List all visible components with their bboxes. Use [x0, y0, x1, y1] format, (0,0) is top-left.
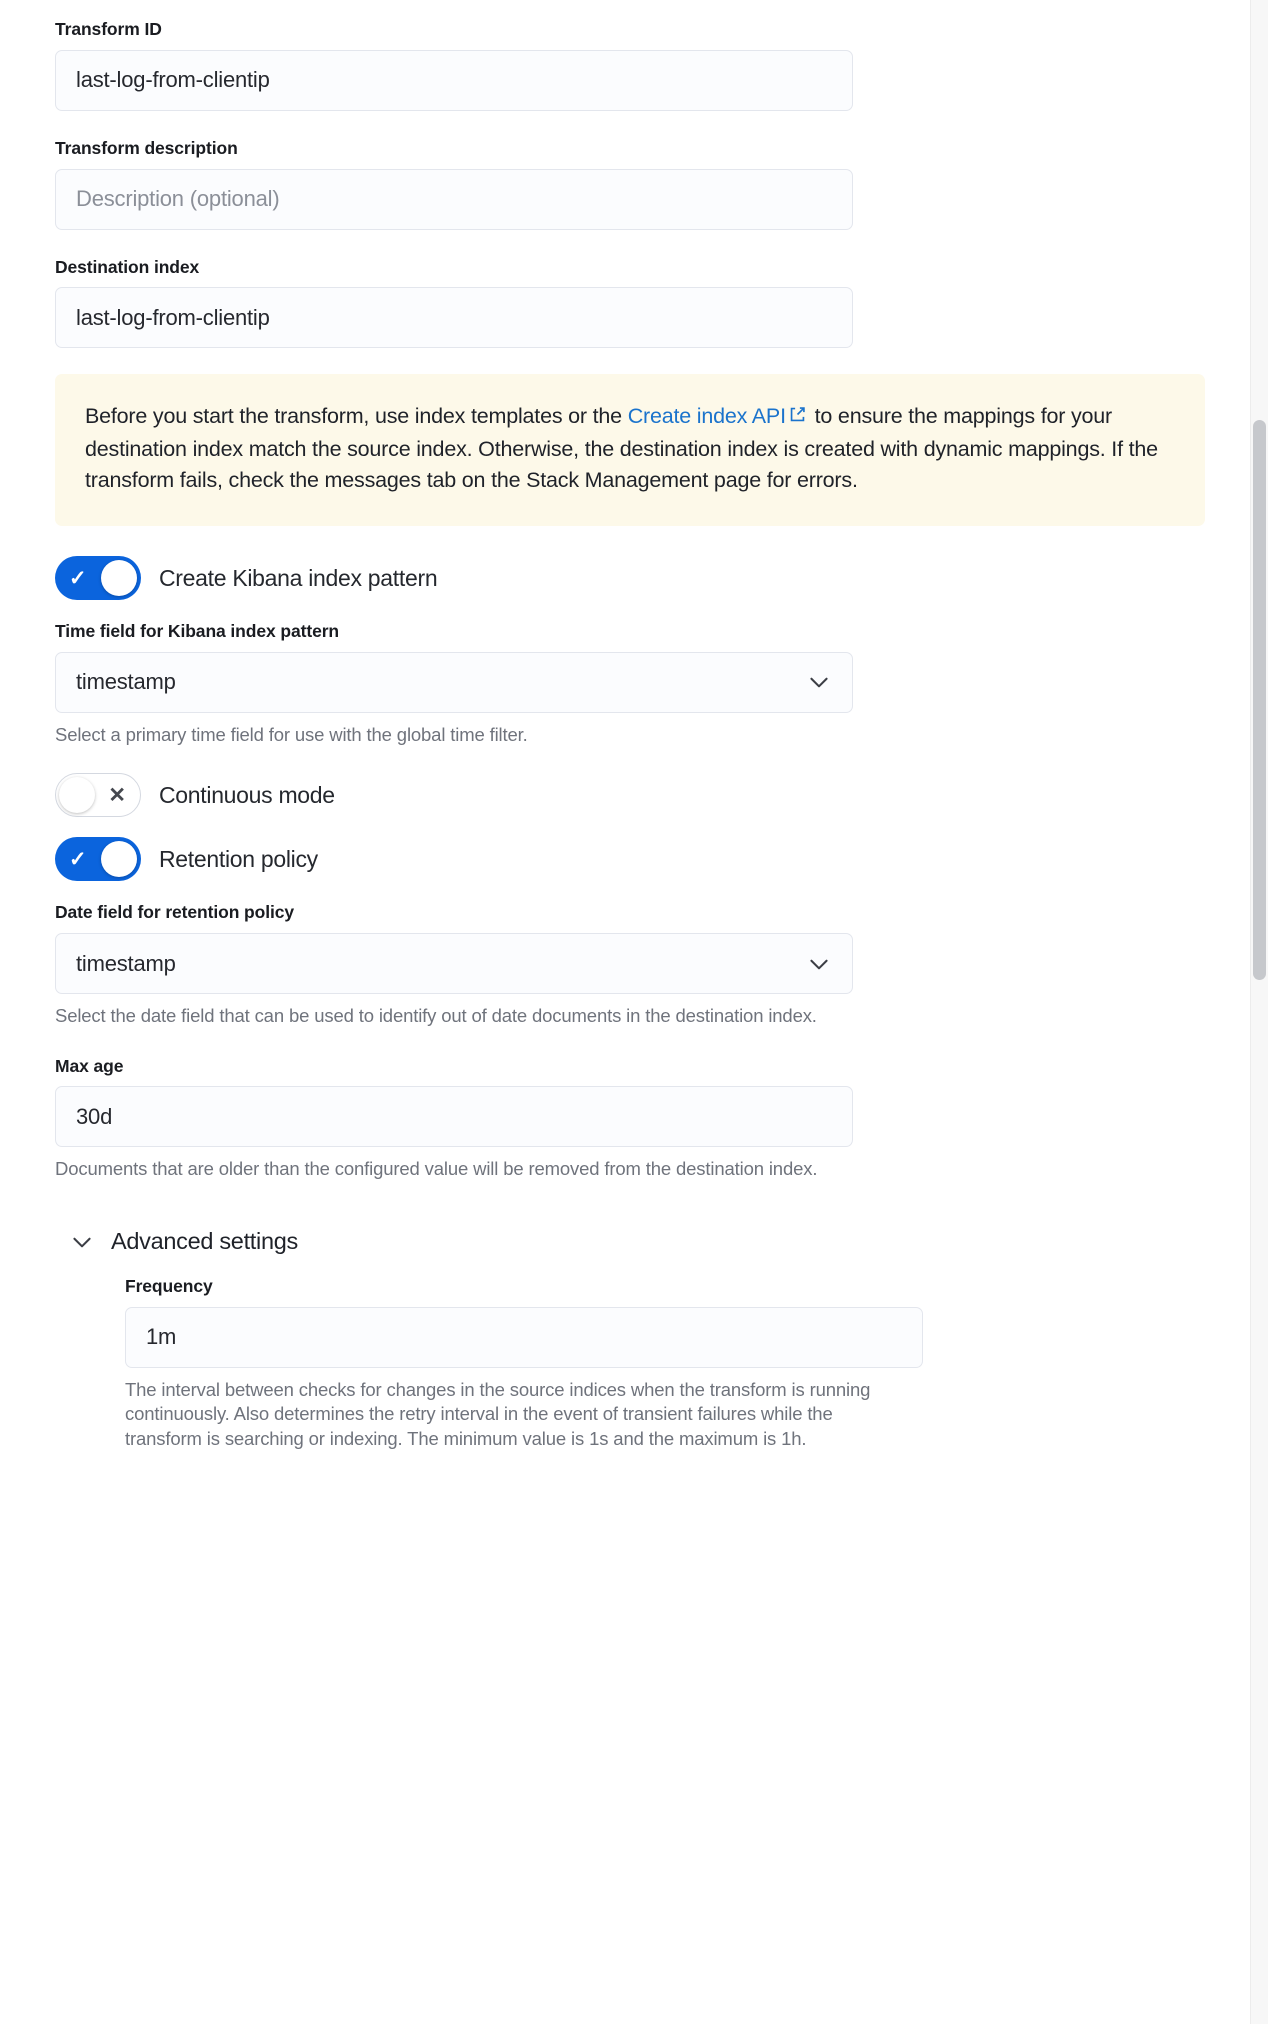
- continuous-mode-row: [55, 773, 900, 817]
- retention-date-field-help: Select the date field that can be used to identify out of date documents in the destination index.: [55, 1005, 817, 1027]
- max-age-input[interactable]: 30d: [55, 1086, 853, 1147]
- continuous-mode-label: Continuous mode: [159, 781, 335, 808]
- check-icon: ✓: [69, 566, 87, 590]
- transform-id-field-group: [55, 18, 900, 111]
- transform-description-field-group: [55, 137, 900, 230]
- retention-date-field-group: [55, 901, 900, 1028]
- frequency-field-group: [125, 1275, 900, 1452]
- callout-text-after: to ensure the mappings for your destination index match the source index. Otherwise, the destination index is created with dynamic mappings. If the transform fails, check the messages tab on the Stack Management page for errors.: [85, 404, 1158, 493]
- create-index-pattern-row: [55, 556, 900, 600]
- toggle-knob: [59, 777, 95, 813]
- cross-icon: ✕: [108, 783, 126, 807]
- time-field-value: timestamp: [76, 669, 176, 695]
- time-field-group: [55, 620, 900, 747]
- time-field-help: Select a primary time field for use with the global time filter.: [55, 723, 528, 745]
- frequency-input[interactable]: 1m: [125, 1307, 923, 1368]
- destination-index-label: Destination index: [55, 256, 200, 277]
- retention-date-field-value: timestamp: [76, 950, 176, 976]
- create-index-pattern-label: Create Kibana index pattern: [159, 564, 438, 591]
- retention-policy-row: [55, 837, 900, 881]
- transform-id-input[interactable]: last-log-from-clientip: [55, 50, 853, 111]
- max-age-label: Max age: [55, 1055, 124, 1076]
- chevron-down-icon: [806, 669, 832, 695]
- max-age-help: Documents that are older than the configured value will be removed from the destination index.: [55, 1158, 818, 1180]
- destination-index-field-group: [55, 256, 900, 349]
- transform-description-input[interactable]: Description (optional): [55, 169, 853, 230]
- page-scrollbar[interactable]: [1250, 0, 1268, 2024]
- create-index-pattern-toggle[interactable]: [55, 556, 141, 600]
- retention-policy-label: Retention policy: [159, 845, 318, 872]
- advanced-settings-title: Advanced settings: [111, 1228, 298, 1255]
- frequency-label: Frequency: [125, 1276, 213, 1297]
- destination-index-input[interactable]: last-log-from-clientip: [55, 287, 853, 348]
- chevron-down-icon: [69, 1229, 95, 1255]
- form-content: [55, 0, 1158, 1478]
- time-field-label: Time field for Kibana index pattern: [55, 621, 340, 642]
- retention-policy-toggle[interactable]: [55, 837, 141, 881]
- frequency-help: The interval between checks for changes in the source indices when the transform is running continuously. Also determines the retry interval in the event of transient failures while the transform is searching or indexing. The minimum value is 1s and the maximum is 1h.: [125, 1378, 871, 1449]
- create-index-api-link[interactable]: Create index API: [627, 404, 786, 429]
- transform-description-label: Transform description: [55, 137, 238, 158]
- chevron-down-icon: [806, 951, 832, 977]
- external-link-icon: [788, 402, 807, 434]
- retention-date-field-label: Date field for retention policy: [55, 902, 295, 923]
- toggle-knob: [101, 560, 137, 596]
- advanced-settings-toggle[interactable]: [69, 1228, 900, 1255]
- toggle-knob: [101, 841, 137, 877]
- check-icon: ✓: [69, 847, 87, 871]
- callout-text-before: Before you start the transform, use index templates or the: [85, 404, 628, 429]
- max-age-field-group: [55, 1055, 900, 1182]
- time-field-select[interactable]: [55, 652, 853, 713]
- destination-index-callout: [55, 374, 1205, 526]
- scrollbar-thumb[interactable]: [1253, 420, 1266, 980]
- advanced-settings-body: [125, 1275, 900, 1452]
- retention-date-field-select[interactable]: [55, 933, 853, 994]
- continuous-mode-toggle[interactable]: [55, 773, 141, 817]
- transform-id-label: Transform ID: [55, 19, 162, 39]
